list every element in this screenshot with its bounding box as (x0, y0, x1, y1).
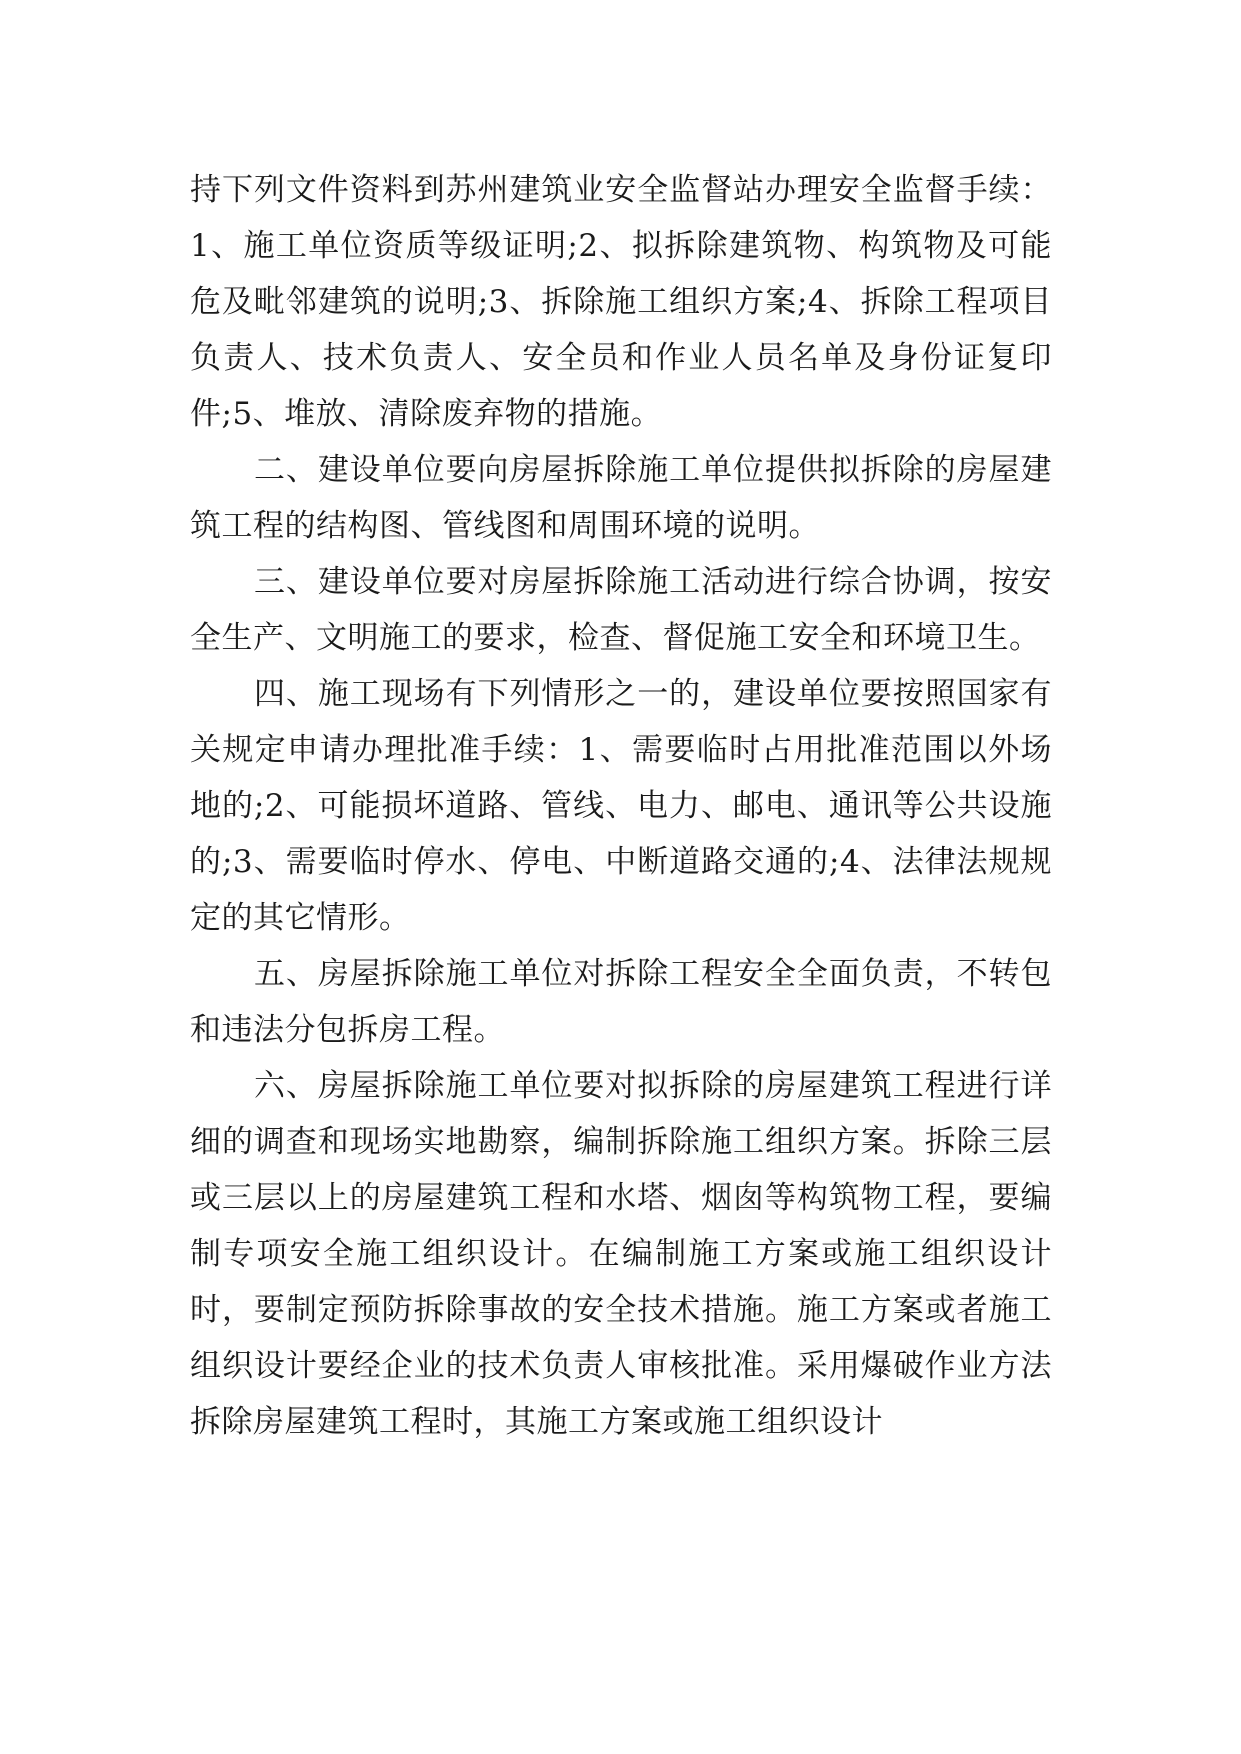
document-body (190, 162, 1052, 1450)
paragraph-4: 四、施工现场有下列情形之一的，建设单位要按照国家有关规定申请办理批准手续：1、需要临时占用批准范围以外场地的;2、可能损坏道路、管线、电力、邮电、通讯等公共设施的;3、需要临时停水、停电、中断道路交通的;4、法律法规规定的其它情形。 (190, 676, 1052, 936)
paragraph-5: 五、房屋拆除施工单位对拆除工程安全全面负责，不转包和违法分包拆房工程。 (190, 956, 1052, 1048)
paragraph-1: 持下列文件资料到苏州建筑业安全监督站办理安全监督手续：1、施工单位资质等级证明;2、拟拆除建筑物、构筑物及可能危及毗邻建筑的说明;3、拆除施工组织方案;4、拆除工程项目负责人、技术负责人、安全员和作业人员名单及身份证复印件;5、堆放、清除废弃物的措施。 (190, 172, 1052, 432)
paragraph-3: 三、建设单位要对房屋拆除施工活动进行综合协调，按安全生产、文明施工的要求，检查、督促施工安全和环境卫生。 (190, 564, 1052, 656)
paragraph-2: 二、建设单位要向房屋拆除施工单位提供拟拆除的房屋建筑工程的结构图、管线图和周围环境的说明。 (190, 452, 1052, 544)
paragraph-6: 六、房屋拆除施工单位要对拟拆除的房屋建筑工程进行详细的调查和现场实地勘察，编制拆除施工组织方案。拆除三层或三层以上的房屋建筑工程和水塔、烟囱等构筑物工程，要编制专项安全施工组织设计。在编制施工方案或施工组织设计时，要制定预防拆除事故的安全技术措施。施工方案或者施工组织设计要经企业的技术负责人审核批准。采用爆破作业方法拆除房屋建筑工程时，其施工方案或施工组织设计 (190, 1068, 1052, 1440)
